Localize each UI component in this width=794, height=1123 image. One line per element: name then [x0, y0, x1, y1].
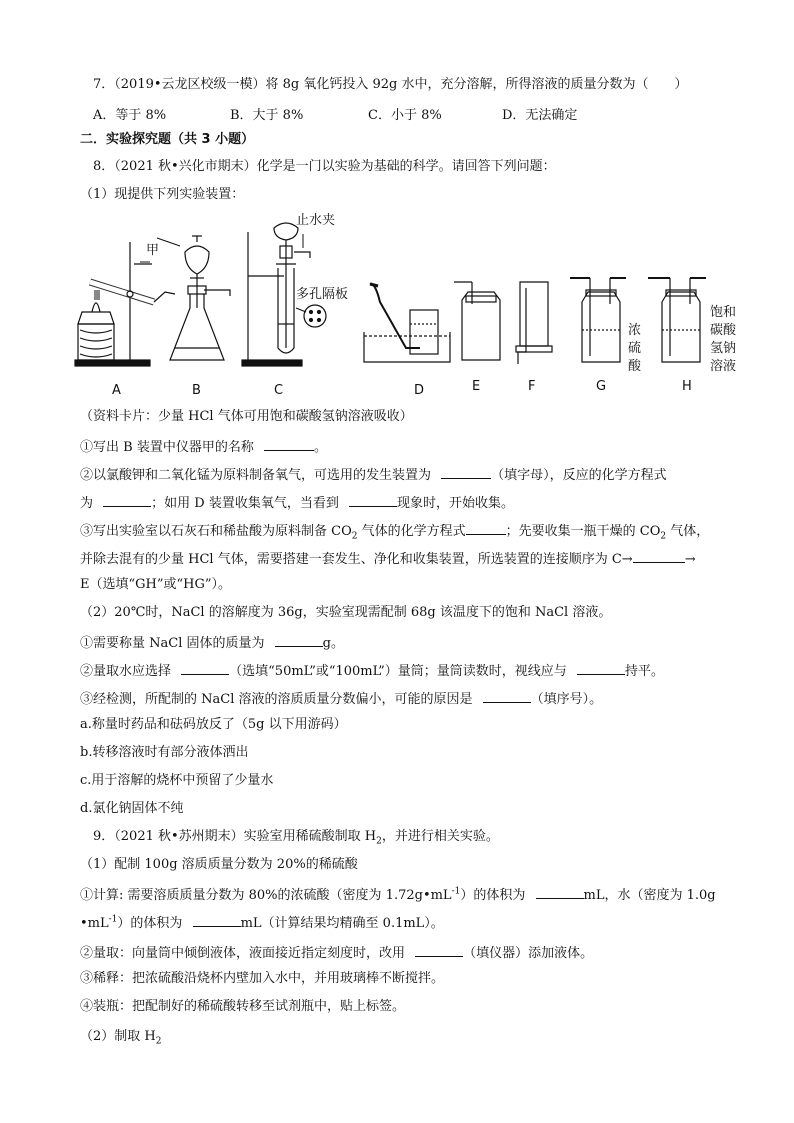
- label-a: A: [112, 383, 121, 398]
- q8-s3c: 并除去混有的少量 HCl 气体，需要搭建一套发生、净化和收集装置，所选装置的连接顺序为 C→: [80, 552, 633, 567]
- q9-c1-line2: [80, 912, 444, 933]
- choice-b: b.转移溶液时有部分液体洒出: [80, 745, 249, 760]
- answer-blank[interactable]: [466, 520, 506, 535]
- q9-c3: ③稀释：把浓硫酸沿烧杯内壁加入水中，并用玻璃棒不断搅拌。: [80, 971, 445, 986]
- q8-p2s1: [80, 632, 344, 653]
- answer-blank[interactable]: [349, 492, 397, 507]
- apparatus-figure: [70, 212, 760, 402]
- q8-s1: [80, 436, 327, 457]
- q9-stem: [93, 828, 499, 846]
- answer-blank[interactable]: [633, 548, 685, 563]
- answer-blank[interactable]: [193, 912, 241, 927]
- q8-s3c2: →: [684, 552, 696, 567]
- q8-p2s2a: ②量取水应选择: [80, 664, 172, 679]
- label-jia: 甲: [146, 243, 160, 258]
- q8-s2-line1: [80, 464, 667, 485]
- label-g: G: [596, 379, 607, 394]
- answer-blank[interactable]: [415, 942, 463, 957]
- subscript-2: 2: [155, 1036, 162, 1047]
- section-title: 二．实验探究题（共 3 小题）: [80, 132, 255, 147]
- answer-blank[interactable]: [275, 632, 323, 647]
- superscript-neg1: -1: [451, 886, 461, 897]
- q8-s1-end: 。: [313, 440, 327, 455]
- label-liu: 硫: [628, 341, 642, 356]
- q8-stem: 8．（2021 秋•兴化市期末）化学是一门以实验为基础的科学。请回答下列问题：: [93, 159, 556, 174]
- q9-c1e: ）的体积为: [117, 916, 183, 931]
- q7-stem: 7．（2019•云龙区校级一模）将 8g 氧化钙投入 92g 水中，充分溶解，所得溶液的质量分数为（ ）: [93, 77, 688, 92]
- apparatus-f: [516, 282, 552, 364]
- q8-p2s2b: （选填“50mL”或“100mL”）量筒；量筒读数时，视线应与: [229, 664, 567, 679]
- q8-card: （资料卡片：少量 HCl 气体可用饱和碳酸氢钠溶液吸收）: [80, 409, 413, 424]
- q7-option-c: C．小于 8%: [368, 108, 442, 123]
- label-e: E: [472, 379, 481, 394]
- q9-c1b: ）的体积为: [460, 888, 526, 903]
- label-d: D: [414, 383, 425, 398]
- q8-s3-line2: [80, 548, 696, 569]
- apparatus-d: [364, 284, 450, 362]
- label-nong: 浓: [628, 323, 642, 338]
- subscript-2: 2: [351, 531, 358, 542]
- q9-c2b: （填仪器）添加液体。: [463, 946, 594, 961]
- subscript-2: 2: [376, 836, 382, 847]
- q8-s3b2: 气体，: [666, 524, 710, 539]
- q8-part1: （1）现提供下列实验装置：: [80, 187, 245, 202]
- q8-s2b: （填字母），反应的化学方程式: [491, 468, 667, 483]
- q7-option-d: D．无法确定: [502, 108, 578, 123]
- q8-s2-line2: [80, 492, 514, 513]
- label-duokong: 多孔隔板: [296, 287, 349, 302]
- choice-c: c.用于溶解的烧杯中预留了少量水: [80, 773, 274, 788]
- q8-s3-line1: [80, 520, 709, 541]
- q8-p2s3b: （填序号）。: [530, 692, 603, 707]
- q9-c2: [80, 942, 593, 963]
- q9-c1f: mL（计算结果均精确至 0.1mL）。: [240, 916, 444, 931]
- label-tansuan: 碳酸: [710, 323, 737, 338]
- choice-d: d.氯化钠固体不纯: [80, 801, 184, 816]
- label-b: B: [192, 383, 201, 398]
- superscript-neg1: -1: [108, 914, 118, 925]
- apparatus-b: [157, 236, 230, 360]
- label-bao: 饱和: [710, 305, 737, 320]
- q7-option-a: A．等于 8%: [93, 108, 167, 123]
- q9-c1c: mL，水（密度为 1.0g: [583, 888, 716, 903]
- answer-blank[interactable]: [536, 884, 584, 899]
- q8-s1-text: ①写出 B 装置中仪器甲的名称: [80, 440, 254, 455]
- q9-part1: （1）配制 100g 溶质质量分数为 20%的稀硫酸: [80, 857, 358, 872]
- answer-blank[interactable]: [181, 660, 229, 675]
- label-c: C: [274, 383, 284, 398]
- q9-c4: ④装瓶：把配制好的稀硫酸转移至试剂瓶中，贴上标签。: [80, 999, 406, 1014]
- q9-part2: [80, 1028, 161, 1046]
- q8-s2d: ；如用 D 装置收集氧气，当看到: [151, 496, 339, 511]
- q9-c2a: ②量取：向量筒中倾倒液体，液面接近指定刻度时，改用: [80, 946, 406, 961]
- q9-c1a: ①计算: 需要溶质质量分数为 80%的浓硫酸（密度为 1.72g•mL: [80, 888, 452, 903]
- answer-blank[interactable]: [441, 464, 491, 479]
- apparatus-g: [570, 278, 626, 362]
- q8-s2a: ②以氯酸钾和二氧化锰为原料制备氧气，可选用的发生装置为: [80, 468, 432, 483]
- choice-a: a.称量时药品和砝码放反了（5g 以下用游码）: [80, 717, 347, 732]
- q8-p2s3a: ③经检测，所配制的 NaCl 溶液的溶质质量分数偏小，可能的原因是: [80, 692, 473, 707]
- answer-blank[interactable]: [264, 436, 314, 451]
- q9-c1-line1: [80, 884, 716, 905]
- label-f: F: [528, 379, 536, 394]
- q8-p2s1-text: ①需要称量 NaCl 固体的质量为: [80, 636, 265, 651]
- q8-s3b: ；先要收集一瓶干燥的 CO: [505, 524, 661, 539]
- q8-s3a2: 气体的化学方程式: [357, 524, 466, 539]
- q8-p2s1-end: g。: [322, 636, 344, 651]
- q9-part2-text: （2）制取 H: [80, 1029, 156, 1044]
- q8-p2s2c: 持平。: [624, 664, 664, 679]
- q8-s2c: 为: [80, 496, 94, 511]
- label-suan: 酸: [628, 359, 642, 374]
- subscript-2: 2: [660, 531, 667, 542]
- label-zhishuijia: 止水夹: [296, 213, 336, 228]
- label-h: H: [682, 379, 692, 394]
- answer-blank[interactable]: [103, 492, 151, 507]
- apparatus-e: [454, 282, 500, 360]
- q8-s3-line3: E（选填“GH”或“HG”）。: [80, 577, 232, 592]
- answer-blank[interactable]: [483, 688, 531, 703]
- q9-c1d: •mL: [80, 916, 109, 931]
- q8-part2: （2）20℃时，NaCl 的溶解度为 36g，实验室现需配制 68g 该温度下的饱和 NaCl 溶液。: [80, 605, 612, 620]
- answer-blank[interactable]: [577, 660, 625, 675]
- apparatus-a: [75, 242, 175, 366]
- q9-stem-a: 9．（2021 秋•苏州期末）实验室用稀硫酸制取 H: [93, 829, 377, 844]
- label-rongye: 溶液: [710, 359, 737, 374]
- q8-p2s3: [80, 688, 602, 709]
- q9-stem-b: ，并进行相关实验。: [381, 829, 499, 844]
- q8-s2e: 现象时，开始收集。: [397, 496, 515, 511]
- q7-option-b: B．大于 8%: [230, 108, 304, 123]
- q8-s3a: ③写出实验室以石灰石和稀盐酸为原料制备 CO: [80, 524, 352, 539]
- apparatus-h: [648, 278, 706, 362]
- q8-p2s2: [80, 660, 664, 681]
- label-qingna: 氢钠: [710, 341, 737, 356]
